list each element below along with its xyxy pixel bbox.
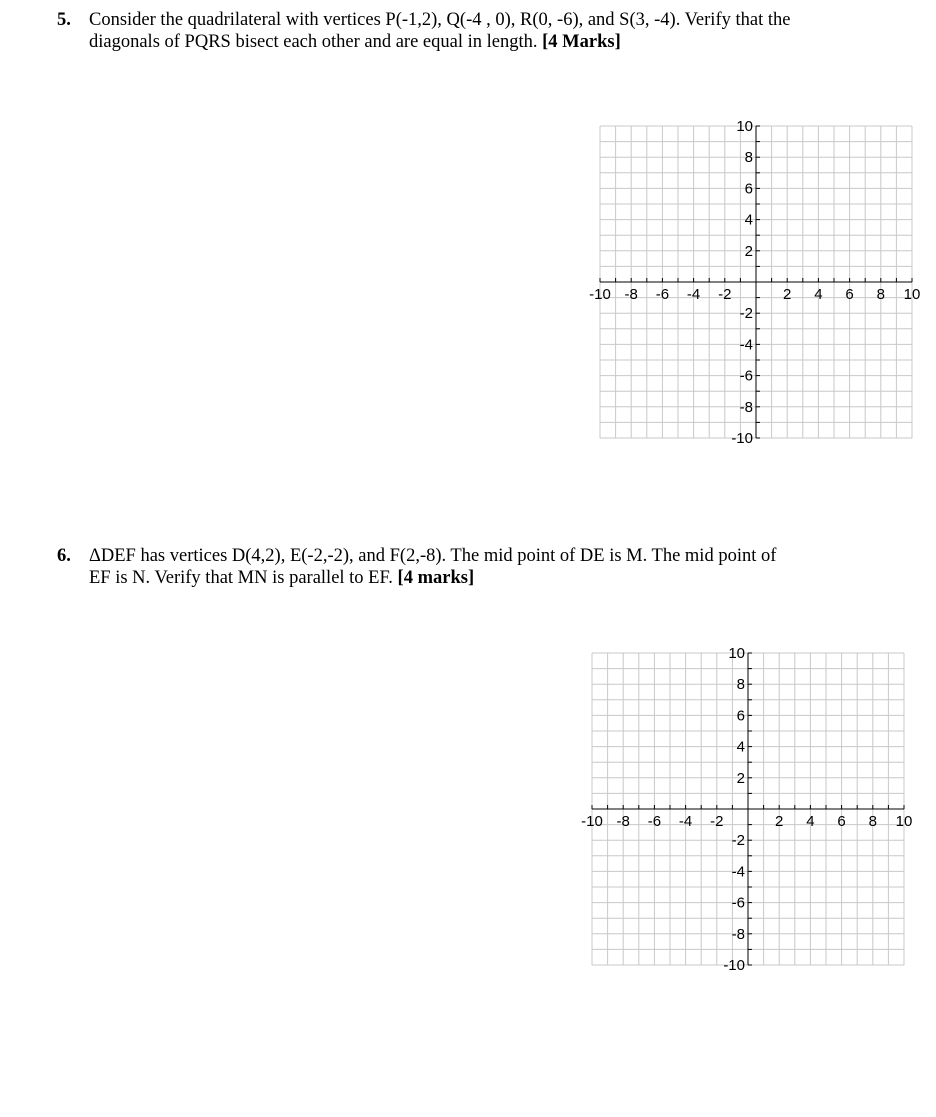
y-tick-label: -10 — [731, 430, 753, 446]
y-tick-label: -4 — [731, 863, 745, 881]
question-number: 5. — [57, 10, 71, 30]
x-tick-label: -8 — [624, 286, 638, 303]
question-text — [89, 9, 790, 53]
x-tick-label: 8 — [876, 286, 885, 303]
x-tick-label: 6 — [845, 286, 854, 303]
y-tick-label: -10 — [723, 957, 745, 973]
y-tick-label: 2 — [736, 769, 745, 787]
y-tick-label: -2 — [739, 305, 753, 323]
x-tick-label: -10 — [581, 813, 603, 830]
question-line-1: Consider the quadrilateral with vertices P(-1,2), Q(-4 , 0), R(0, -6), and S(3, -4). Verify that the — [89, 10, 791, 30]
y-tick-label: -4 — [739, 336, 753, 354]
y-tick-label: 6 — [736, 707, 745, 725]
y-tick-label: 8 — [744, 149, 753, 167]
y-tick-label: 4 — [736, 738, 745, 756]
coordinate-grid-1 — [584, 116, 929, 446]
x-tick-label: -10 — [589, 286, 611, 303]
coordinate-grid-svg — [576, 643, 921, 973]
x-tick-label: -2 — [710, 813, 724, 830]
question-line-2-text: diagonals of PQRS bisect each other and are equal in length. — [89, 32, 543, 52]
question-number: 6. — [57, 546, 71, 566]
question-line-1: ΔDEF has vertices D(4,2), E(-2,-2), and F(2,-8). The mid point of DE is M. The mid point of — [89, 546, 777, 566]
y-tick-label: -8 — [731, 925, 745, 943]
y-tick-label: 4 — [744, 211, 753, 229]
y-tick-label: 2 — [744, 242, 753, 260]
question-line-2 — [89, 567, 776, 589]
y-tick-label: 6 — [744, 180, 753, 198]
x-tick-label: -6 — [647, 813, 662, 830]
coordinate-grid-svg — [584, 116, 929, 446]
x-tick-label: 8 — [868, 813, 877, 830]
coordinate-grid-2 — [576, 643, 921, 973]
marks-label: [4 marks] — [397, 568, 475, 588]
question-line-2 — [89, 31, 790, 53]
x-tick-label: -4 — [686, 286, 701, 303]
x-tick-label: 10 — [903, 286, 921, 303]
x-tick-label: 10 — [895, 813, 913, 830]
marks-label: [4 Marks] — [542, 32, 621, 52]
y-tick-label: -6 — [739, 367, 753, 385]
x-tick-label: 2 — [783, 286, 792, 303]
x-tick-label: -4 — [678, 813, 693, 830]
x-tick-label: -6 — [655, 286, 670, 303]
y-tick-label: -2 — [731, 832, 745, 850]
x-tick-label: 6 — [837, 813, 846, 830]
y-tick-label: 10 — [728, 645, 745, 662]
x-tick-label: 4 — [806, 813, 815, 830]
x-tick-label: 2 — [775, 813, 784, 830]
x-tick-label: -8 — [616, 813, 630, 830]
y-tick-label: 10 — [736, 118, 753, 135]
question-text — [89, 545, 776, 589]
x-tick-label: 4 — [814, 286, 823, 303]
y-tick-label: 8 — [736, 676, 745, 694]
question-line-2-text: EF is N. Verify that MN is parallel to EF. — [89, 568, 398, 588]
y-tick-label: -6 — [731, 894, 745, 912]
y-tick-label: -8 — [739, 398, 753, 416]
x-tick-label: -2 — [718, 286, 732, 303]
